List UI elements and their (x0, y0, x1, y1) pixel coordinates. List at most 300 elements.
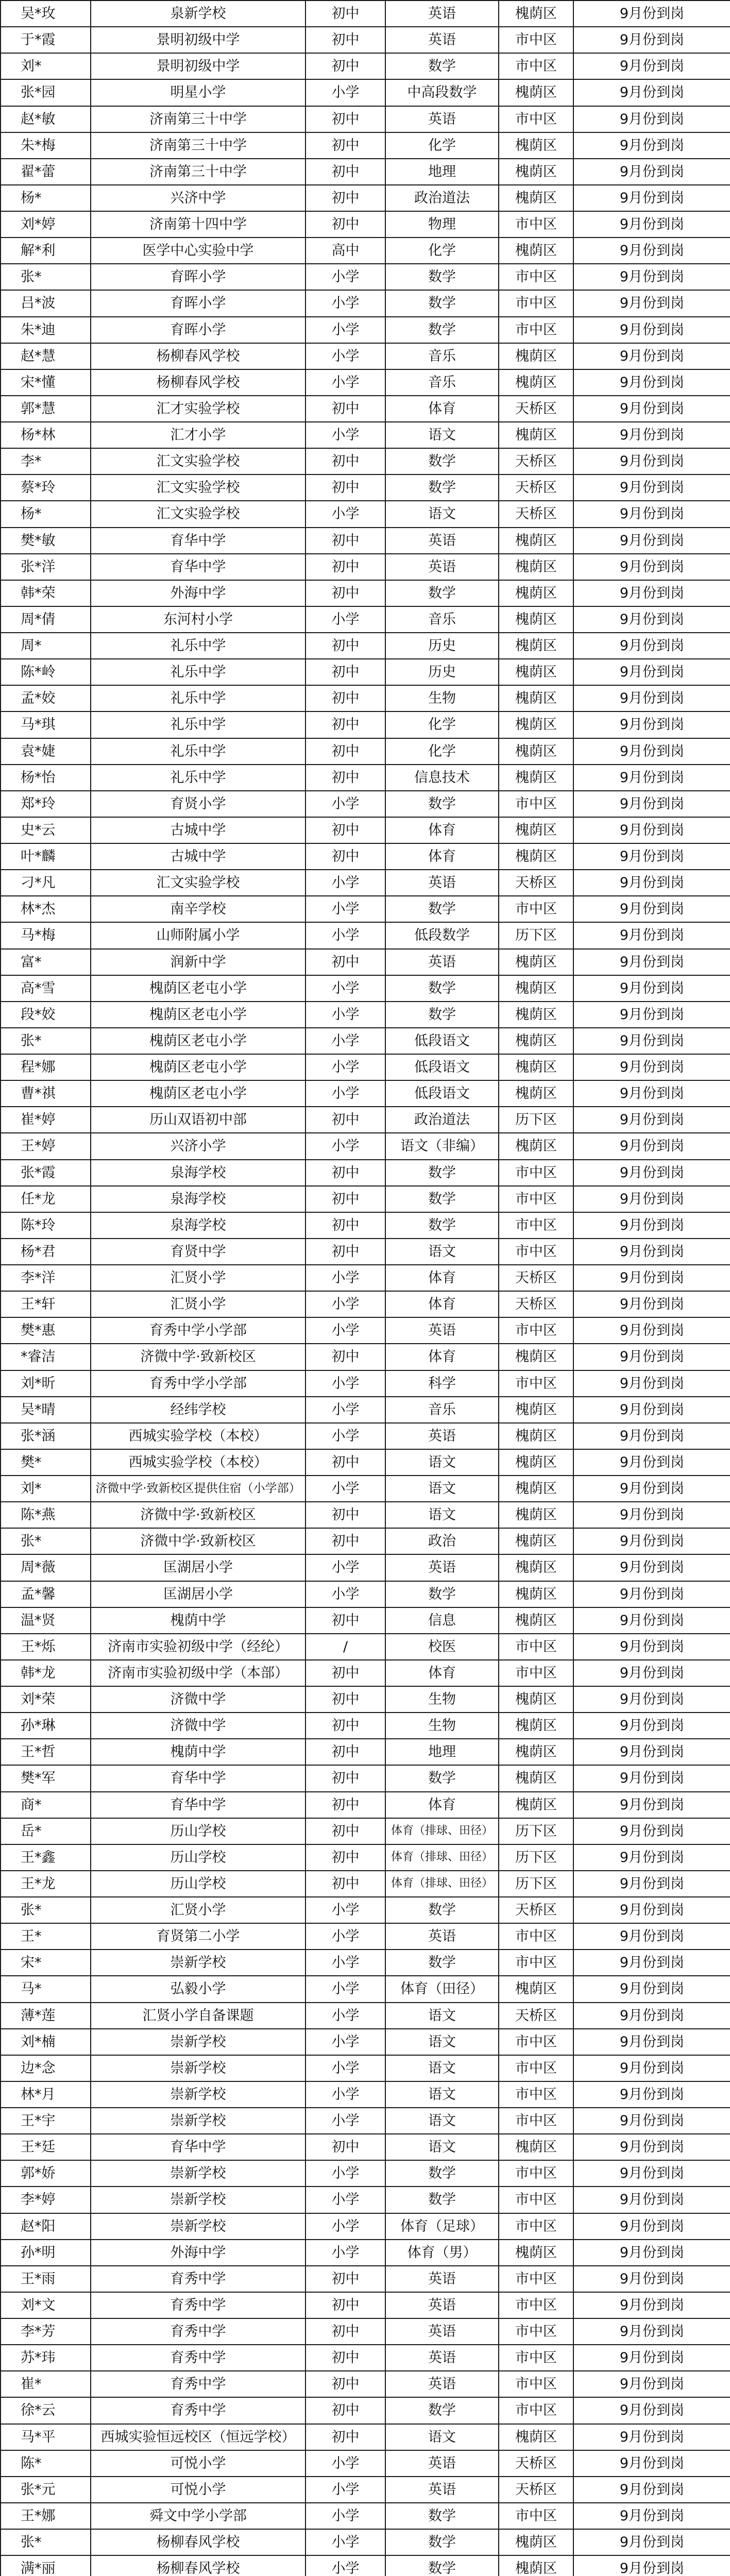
teacher-name-cell: 马*平 (1, 2424, 91, 2450)
district-cell: 槐荫区 (499, 1713, 573, 1739)
school-cell: 润新中学 (91, 949, 305, 975)
district-cell: 槐荫区 (499, 711, 573, 738)
teacher-name-cell: 李* (1, 448, 91, 474)
teacher-name-cell: 吕*波 (1, 290, 91, 316)
district-cell: 市中区 (499, 2318, 573, 2345)
teacher-name-cell: 岳* (1, 1818, 91, 1844)
school-cell: 西城实验学校（本校） (91, 1423, 305, 1449)
subject-cell: 科学 (385, 1370, 499, 1397)
table-row (1, 633, 730, 659)
arrival-time-cell: 9月份到岗 (573, 290, 730, 316)
district-cell: 市中区 (499, 317, 573, 343)
subject-cell: 体育（排球、田径） (385, 1818, 499, 1844)
arrival-time-cell: 9月份到岗 (573, 1002, 730, 1028)
teacher-name-cell: 王*烁 (1, 1634, 91, 1660)
table-body (1, 1, 730, 2576)
school-cell: 槐荫区老屯小学 (91, 1002, 305, 1028)
school-cell: 汇才实验学校 (91, 396, 305, 422)
school-cell: 历山双语初中部 (91, 1107, 305, 1133)
subject-cell: 数学 (385, 1212, 499, 1239)
stage-cell: 小学 (305, 264, 385, 290)
teacher-name-cell: 张*园 (1, 79, 91, 106)
teacher-name-cell: 孙*明 (1, 2240, 91, 2266)
table-row (1, 1818, 730, 1844)
district-cell: 历下区 (499, 1818, 573, 1844)
arrival-time-cell: 9月份到岗 (573, 896, 730, 922)
table-row (1, 2187, 730, 2213)
subject-cell: 数学 (385, 1160, 499, 1186)
table-row (1, 106, 730, 132)
teacher-name-cell: 杨* (1, 501, 91, 527)
school-cell: 礼乐中学 (91, 738, 305, 765)
table-row (1, 922, 730, 948)
subject-cell: 英语 (385, 949, 499, 975)
subject-cell: 数学 (385, 2503, 499, 2529)
table-row (1, 2108, 730, 2134)
teacher-name-cell: 高*雪 (1, 975, 91, 1002)
arrival-time-cell: 9月份到岗 (573, 685, 730, 711)
school-cell: 礼乐中学 (91, 659, 305, 685)
table-row (1, 896, 730, 922)
table-row (1, 1265, 730, 1291)
arrival-time-cell: 9月份到岗 (573, 422, 730, 448)
district-cell: 槐荫区 (499, 1449, 573, 1476)
school-cell: 杨柳春风学校 (91, 369, 305, 396)
school-cell: 南辛学校 (91, 896, 305, 922)
school-cell: 汇文实验学校 (91, 870, 305, 896)
teacher-name-cell: 段*姣 (1, 1002, 91, 1028)
district-cell: 槐荫区 (499, 185, 573, 211)
teacher-name-cell: 富* (1, 949, 91, 975)
subject-cell: 数学 (385, 317, 499, 343)
stage-cell: 初中 (305, 1344, 385, 1370)
school-cell: 济微中学 (91, 1713, 305, 1739)
table-row (1, 2240, 730, 2266)
district-cell: 槐荫区 (499, 2529, 573, 2555)
stage-cell: 小学 (305, 2160, 385, 2187)
teacher-name-cell: 张* (1, 1028, 91, 1054)
school-cell: 育晖小学 (91, 290, 305, 316)
school-cell: 西城实验学校（本校） (91, 1449, 305, 1476)
school-cell: 崇新学校 (91, 1950, 305, 1976)
arrival-time-cell: 9月份到岗 (573, 2345, 730, 2371)
teacher-name-cell: 刁*凡 (1, 870, 91, 896)
table-row (1, 2081, 730, 2108)
stage-cell: 小学 (305, 1370, 385, 1397)
district-cell: 市中区 (499, 2397, 573, 2424)
stage-cell: 小学 (305, 1897, 385, 1923)
table-row (1, 554, 730, 580)
stage-cell: 初中 (305, 1239, 385, 1265)
district-cell: 槐荫区 (499, 159, 573, 185)
school-cell: 汇文实验学校 (91, 474, 305, 501)
teacher-name-cell: 杨*怡 (1, 765, 91, 791)
teacher-name-cell: 马*琪 (1, 711, 91, 738)
arrival-time-cell: 9月份到岗 (573, 238, 730, 264)
table-row (1, 528, 730, 554)
school-cell: 崇新学校 (91, 2081, 305, 2108)
stage-cell: 小学 (305, 317, 385, 343)
teacher-name-cell: 张* (1, 264, 91, 290)
subject-cell: 数学 (385, 474, 499, 501)
district-cell: 市中区 (499, 2371, 573, 2397)
stage-cell: 初中 (305, 1660, 385, 1686)
arrival-time-cell: 9月份到岗 (573, 1871, 730, 1897)
table-row (1, 870, 730, 896)
school-cell: 济南第三十中学 (91, 159, 305, 185)
stage-cell: 小学 (305, 501, 385, 527)
district-cell: 历下区 (499, 1871, 573, 1897)
subject-cell: 英语 (385, 2292, 499, 2318)
subject-cell: 英语 (385, 1554, 499, 1581)
subject-cell: 英语 (385, 2345, 499, 2371)
subject-cell: 数学 (385, 2160, 499, 2187)
district-cell: 槐荫区 (499, 132, 573, 159)
teacher-name-cell: 王*宇 (1, 2108, 91, 2134)
teacher-name-cell: 宋* (1, 1950, 91, 1976)
arrival-time-cell: 9月份到岗 (573, 2240, 730, 2266)
subject-cell: 体育 (385, 817, 499, 843)
table-row (1, 2213, 730, 2240)
stage-cell: 小学 (305, 290, 385, 316)
subject-cell: 地理 (385, 159, 499, 185)
district-cell: 市中区 (499, 2108, 573, 2134)
subject-cell: 政治道法 (385, 1107, 499, 1133)
table-row (1, 1607, 730, 1634)
district-cell: 天桥区 (499, 448, 573, 474)
subject-cell: 数学 (385, 1950, 499, 1976)
school-cell: 育贤小学 (91, 791, 305, 817)
teacher-name-cell: 马* (1, 1976, 91, 2002)
stage-cell: 初中 (305, 1818, 385, 1844)
teacher-name-cell: 陈* (1, 2450, 91, 2477)
teacher-name-cell: 张*霞 (1, 1160, 91, 1186)
stage-cell: 初中 (305, 711, 385, 738)
arrival-time-cell: 9月份到岗 (573, 1317, 730, 1344)
subject-cell: 英语 (385, 106, 499, 132)
table-row (1, 1581, 730, 1607)
subject-cell: 数学 (385, 1897, 499, 1923)
teacher-name-cell: 吴*晴 (1, 1397, 91, 1423)
school-cell: 育华中学 (91, 1765, 305, 1791)
teacher-name-cell: 赵*敏 (1, 106, 91, 132)
subject-cell: 英语 (385, 528, 499, 554)
table-row (1, 2345, 730, 2371)
district-cell: 槐荫区 (499, 1002, 573, 1028)
district-cell: 槐荫区 (499, 1, 573, 27)
stage-cell: 小学 (305, 1923, 385, 1950)
district-cell: 市中区 (499, 2055, 573, 2081)
teacher-name-cell: 苏*玮 (1, 2345, 91, 2371)
school-cell: 山师附属小学 (91, 922, 305, 948)
subject-cell: 英语 (385, 2450, 499, 2477)
teacher-name-cell: 解*利 (1, 238, 91, 264)
district-cell: 市中区 (499, 1370, 573, 1397)
stage-cell: 高中 (305, 238, 385, 264)
school-cell: 匡湖居小学 (91, 1554, 305, 1581)
stage-cell: 初中 (305, 1844, 385, 1871)
stage-cell: 小学 (305, 1002, 385, 1028)
district-cell: 槐荫区 (499, 2240, 573, 2266)
teacher-name-cell: 刘*荣 (1, 1686, 91, 1713)
district-cell: 历下区 (499, 1844, 573, 1871)
teacher-name-cell: 边*念 (1, 2055, 91, 2081)
arrival-time-cell: 9月份到岗 (573, 1686, 730, 1713)
subject-cell: 地理 (385, 1739, 499, 1765)
arrival-time-cell: 9月份到岗 (573, 1449, 730, 1476)
district-cell: 市中区 (499, 211, 573, 238)
district-cell: 槐荫区 (499, 528, 573, 554)
arrival-time-cell: 9月份到岗 (573, 79, 730, 106)
teacher-name-cell: 杨*林 (1, 422, 91, 448)
table-row (1, 1502, 730, 1528)
school-cell: 汇贤小学 (91, 1291, 305, 1317)
district-cell: 槐荫区 (499, 1739, 573, 1765)
stage-cell: 小学 (305, 2555, 385, 2576)
teacher-name-cell: 史*云 (1, 817, 91, 843)
subject-cell: 语文 (385, 2134, 499, 2160)
school-cell: 育秀中学 (91, 2371, 305, 2397)
subject-cell: 数学 (385, 2187, 499, 2213)
stage-cell: 初中 (305, 817, 385, 843)
arrival-time-cell: 9月份到岗 (573, 1950, 730, 1976)
district-cell: 市中区 (499, 264, 573, 290)
district-cell: 市中区 (499, 896, 573, 922)
arrival-time-cell: 9月份到岗 (573, 2397, 730, 2424)
school-cell: 济南市实验初级中学（经纶） (91, 1634, 305, 1660)
school-cell: 崇新学校 (91, 2108, 305, 2134)
table-row (1, 1976, 730, 2002)
teacher-name-cell: 张* (1, 1528, 91, 1554)
table-row (1, 1739, 730, 1765)
subject-cell: 生物 (385, 1713, 499, 1739)
teacher-name-cell: 王*雨 (1, 2266, 91, 2292)
teacher-name-cell: 樊*敏 (1, 528, 91, 554)
teacher-name-cell: 宋*懂 (1, 369, 91, 396)
stage-cell: 小学 (305, 1423, 385, 1449)
table-row (1, 2318, 730, 2345)
table-row (1, 1660, 730, 1686)
stage-cell: 初中 (305, 396, 385, 422)
subject-cell: 物理 (385, 211, 499, 238)
subject-cell: 低段语文 (385, 1080, 499, 1107)
school-cell: 育秀中学 (91, 2345, 305, 2371)
arrival-time-cell: 9月份到岗 (573, 738, 730, 765)
teacher-name-cell: 朱*梅 (1, 132, 91, 159)
district-cell: 市中区 (499, 1923, 573, 1950)
teacher-name-cell: 刘* (1, 53, 91, 79)
teacher-name-cell: 王* (1, 1923, 91, 1950)
arrival-time-cell: 9月份到岗 (573, 1581, 730, 1607)
district-cell: 历下区 (499, 1107, 573, 1133)
table-row (1, 1, 730, 27)
district-cell: 市中区 (499, 2266, 573, 2292)
subject-cell: 化学 (385, 238, 499, 264)
teacher-name-cell: 孙*琳 (1, 1713, 91, 1739)
district-cell: 天桥区 (499, 396, 573, 422)
table-row (1, 2292, 730, 2318)
table-row (1, 159, 730, 185)
stage-cell: 初中 (305, 1528, 385, 1554)
arrival-time-cell: 9月份到岗 (573, 1423, 730, 1449)
arrival-time-cell: 9月份到岗 (573, 711, 730, 738)
subject-cell: 生物 (385, 685, 499, 711)
stage-cell: 小学 (305, 1554, 385, 1581)
teacher-name-cell: 商* (1, 1792, 91, 1818)
arrival-time-cell: 9月份到岗 (573, 843, 730, 870)
table-row (1, 2055, 730, 2081)
school-cell: 古城中学 (91, 843, 305, 870)
school-cell: 育秀中学 (91, 2292, 305, 2318)
district-cell: 槐荫区 (499, 606, 573, 633)
teacher-name-cell: 郑*玲 (1, 791, 91, 817)
school-cell: 汇才小学 (91, 422, 305, 448)
stage-cell: 初中 (305, 2424, 385, 2450)
table-row (1, 1239, 730, 1265)
stage-cell: 小学 (305, 1291, 385, 1317)
teacher-name-cell: 郭*娇 (1, 2160, 91, 2187)
district-cell: 槐荫区 (499, 738, 573, 765)
stage-cell: 小学 (305, 1054, 385, 1080)
district-cell: 槐荫区 (499, 1765, 573, 1791)
school-cell: 礼乐中学 (91, 633, 305, 659)
table-row (1, 474, 730, 501)
subject-cell: 数学 (385, 580, 499, 606)
teacher-name-cell: 周*薇 (1, 1554, 91, 1581)
stage-cell: 小学 (305, 1950, 385, 1976)
teacher-name-cell: 崔*婷 (1, 1107, 91, 1133)
district-cell: 槐荫区 (499, 1054, 573, 1080)
subject-cell: 信息技术 (385, 765, 499, 791)
subject-cell: 体育 (385, 1660, 499, 1686)
teacher-name-cell: 周* (1, 633, 91, 659)
arrival-time-cell: 9月份到岗 (573, 1713, 730, 1739)
arrival-time-cell: 9月份到岗 (573, 2160, 730, 2187)
stage-cell: 初中 (305, 211, 385, 238)
district-cell: 槐荫区 (499, 2555, 573, 2576)
stage-cell: 初中 (305, 1686, 385, 1713)
subject-cell: 体育 (385, 396, 499, 422)
arrival-time-cell: 9月份到岗 (573, 2371, 730, 2397)
subject-cell: 数学 (385, 53, 499, 79)
stage-cell: 初中 (305, 1502, 385, 1528)
arrival-time-cell: 9月份到岗 (573, 1160, 730, 1186)
stage-cell: 初中 (305, 765, 385, 791)
district-cell: 槐荫区 (499, 2134, 573, 2160)
table-row (1, 2555, 730, 2576)
school-cell: 槐荫中学 (91, 1607, 305, 1634)
subject-cell: 英语 (385, 870, 499, 896)
school-cell: 槐荫区老屯小学 (91, 975, 305, 1002)
subject-cell: 数学 (385, 1186, 499, 1212)
district-cell: 市中区 (499, 1239, 573, 1265)
teacher-name-cell: 林*月 (1, 2081, 91, 2108)
table-row (1, 1449, 730, 1476)
stage-cell: 小学 (305, 870, 385, 896)
district-cell: 天桥区 (499, 870, 573, 896)
table-row (1, 1107, 730, 1133)
district-cell: 市中区 (499, 1186, 573, 1212)
table-row (1, 1028, 730, 1054)
district-cell: 天桥区 (499, 501, 573, 527)
arrival-time-cell: 9月份到岗 (573, 501, 730, 527)
table-row (1, 211, 730, 238)
district-cell: 天桥区 (499, 474, 573, 501)
stage-cell: 初中 (305, 2134, 385, 2160)
school-cell: 济微中学·致新校区 (91, 1502, 305, 1528)
stage-cell: 初中 (305, 53, 385, 79)
subject-cell: 语文 (385, 1449, 499, 1476)
teacher-name-cell: 刘* (1, 1476, 91, 1502)
table-row (1, 1871, 730, 1897)
table-row (1, 53, 730, 79)
district-cell: 槐荫区 (499, 238, 573, 264)
arrival-time-cell: 9月份到岗 (573, 2055, 730, 2081)
district-cell: 槐荫区 (499, 843, 573, 870)
subject-cell: 语文 (385, 2055, 499, 2081)
arrival-time-cell: 9月份到岗 (573, 2213, 730, 2240)
school-cell: 泉海学校 (91, 1186, 305, 1212)
subject-cell: 体育（足球） (385, 2213, 499, 2240)
teacher-name-cell: 朱*迪 (1, 317, 91, 343)
subject-cell: 英语 (385, 2318, 499, 2345)
school-cell: 槐荫区老屯小学 (91, 1054, 305, 1080)
subject-cell: 数学 (385, 791, 499, 817)
arrival-time-cell: 9月份到岗 (573, 53, 730, 79)
stage-cell: 小学 (305, 922, 385, 948)
subject-cell: 数学 (385, 2529, 499, 2555)
subject-cell: 体育 (385, 843, 499, 870)
district-cell: 市中区 (499, 1160, 573, 1186)
table-row (1, 580, 730, 606)
stage-cell: 初中 (305, 554, 385, 580)
subject-cell: 语文（非编） (385, 1133, 499, 1159)
district-cell: 槐荫区 (499, 554, 573, 580)
stage-cell: / (305, 1634, 385, 1660)
stage-cell: 小学 (305, 2108, 385, 2134)
teacher-name-cell: 刘*昕 (1, 1370, 91, 1397)
school-cell: 礼乐中学 (91, 765, 305, 791)
arrival-time-cell: 9月份到岗 (573, 159, 730, 185)
subject-cell: 英语 (385, 1, 499, 27)
school-cell: 兴济中学 (91, 185, 305, 211)
arrival-time-cell: 9月份到岗 (573, 448, 730, 474)
arrival-time-cell: 9月份到岗 (573, 2266, 730, 2292)
school-cell: 杨柳春风学校 (91, 2555, 305, 2576)
stage-cell: 初中 (305, 1160, 385, 1186)
table-row (1, 2160, 730, 2187)
stage-cell: 小学 (305, 1028, 385, 1054)
school-cell: 育贤中学 (91, 1239, 305, 1265)
teacher-name-cell: 王*哲 (1, 1739, 91, 1765)
district-cell: 槐荫区 (499, 1581, 573, 1607)
table-row (1, 685, 730, 711)
district-cell: 槐荫区 (499, 633, 573, 659)
stage-cell: 初中 (305, 1186, 385, 1212)
table-row (1, 1765, 730, 1791)
district-cell: 槐荫区 (499, 422, 573, 448)
teacher-name-cell: 刘*婷 (1, 211, 91, 238)
arrival-time-cell: 9月份到岗 (573, 2003, 730, 2029)
teacher-name-cell: 周*倩 (1, 606, 91, 633)
stage-cell: 小学 (305, 2055, 385, 2081)
district-cell: 天桥区 (499, 2477, 573, 2503)
stage-cell: 初中 (305, 1607, 385, 1634)
school-cell: 济微中学·致新校区 (91, 1528, 305, 1554)
subject-cell: 数学 (385, 448, 499, 474)
school-cell: 兴济小学 (91, 1133, 305, 1159)
school-cell: 外海中学 (91, 2240, 305, 2266)
